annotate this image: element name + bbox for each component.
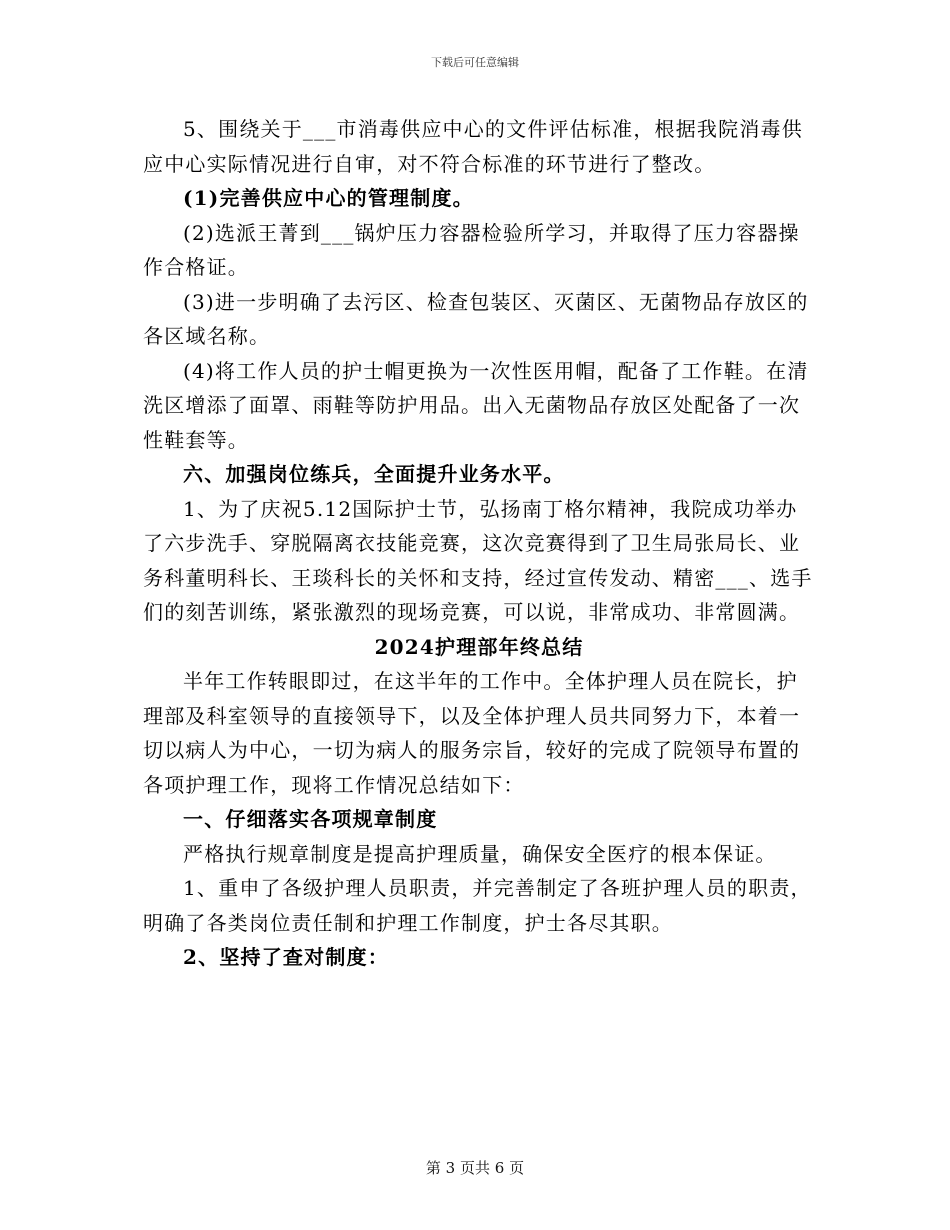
document-body	[143, 112, 815, 975]
paragraph: 1、为了庆祝5.12国际护士节，弘扬南丁格尔精神，我院成功举办了六步洗手、穿脱隔离衣技能竞赛，这次竞赛得到了卫生局张局长、业务科董明科长、王琰科长的关怀和支持，经过宣传发动、精密___、选手们的刻苦训练，紧张激烈的现场竞赛，可以说，非常成功、非常圆满。	[143, 496, 813, 624]
section-heading: 六、加强岗位练兵，全面提升业务水平。	[183, 462, 565, 486]
paragraph: 1、重申了各级护理人员职责，并完善制定了各班护理人员的职责，明确了各类岗位责任制和护理工作制度，护士各尽其职。	[143, 876, 812, 935]
paragraph: (2)选派王菁到___锅炉压力容器检验所学习，并取得了压力容器操作合格证。	[143, 220, 800, 279]
paragraph: 严格执行规章制度是提高护理质量，确保安全医疗的根本保证。	[183, 841, 777, 866]
document-title: 2024护理部年终总结	[374, 634, 584, 659]
section-heading: 一、仔细落实各项规章制度	[183, 807, 438, 831]
paragraph: 半年工作转眼即过，在这半年的工作中。全体护理人员在院长，护理部及科室领导的直接领导下，以及全体护理人员共同努力下，本着一切以病人为中心，一切为病人的服务宗旨，较好的完成了院领导布置的各项护理工作，现将工作情况总结如下：	[143, 669, 801, 797]
page-footer: 第 3 页共 6 页	[425, 1159, 525, 1177]
paragraph: (4)将工作人员的护士帽更换为一次性医用帽，配备了工作鞋。在清洗区增添了面罩、雨鞋等防护用品。出入无菌物品存放区处配备了一次性鞋套等。	[143, 358, 809, 452]
heading: 2、坚持了查对制度：	[183, 945, 389, 969]
heading: (1)完善供应中心的管理制度。	[183, 186, 474, 210]
page-header: 下载后可任意编辑	[431, 56, 519, 69]
paragraph: (3)进一步明确了去污区、检查包装区、灭菌区、无菌物品存放区的各区域名称。	[143, 289, 809, 348]
paragraph: 5、围绕关于___市消毒供应中心的文件评估标准，根据我院消毒供应中心实际情况进行自审，对不符合标准的环节进行了整改。	[143, 117, 803, 176]
